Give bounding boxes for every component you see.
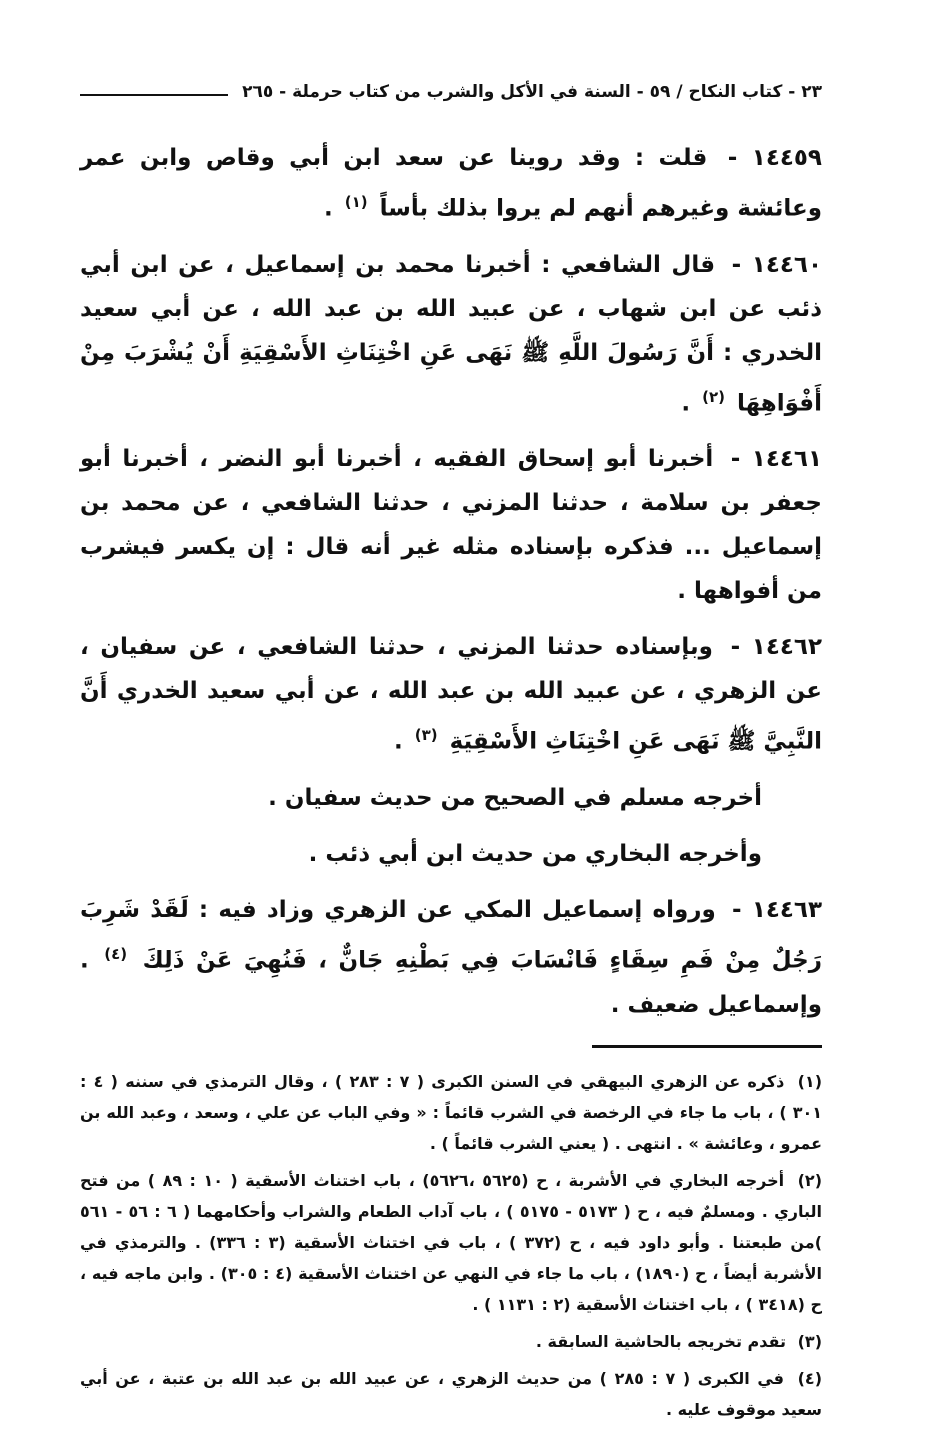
hadith-paragraph [80, 243, 822, 426]
hadith-text: أخبرنا أبو إسحاق الفقيه ، أخبرنا أبو النضر ، أخبرنا أبو جعفر بن سلامة ، حدثنا المزني ، حدثنا الشافعي ، عن محمد بن إسماعيل ... فذكره بإسناده مثله غير أنه قال : إن يكسر فيشرب من أفواهها . [80, 446, 822, 605]
footnote-ref[interactable]: (٣) [414, 726, 438, 745]
commentary-text: أخرجه مسلم في الصحيح من حديث سفيان . [268, 784, 762, 811]
hadith-text: ورواه إسماعيل المكي عن الزهري وزاد فيه : لَقَدْ شَرِبَ رَجُلٌ مِنْ فَمِ سِقَاءٍ فَانْسَابَ فِي بَطْنِهِ جَانٌّ ، فَنُهِيَ عَنْ ذَلِكَ [80, 896, 822, 974]
hadith-number: ١٤٤٦٠ - [731, 251, 822, 278]
footnote [80, 1066, 822, 1159]
hadith-tail: . وإسماعيل ضعيف . [80, 947, 822, 1018]
hadith-paragraph [80, 437, 822, 613]
hadith-tail: . [323, 195, 333, 222]
hadith-text: قلت : وقد روينا عن سعد ابن أبي وقاص وابن عمر وعائشة وغيرهم أنهم لم يروا بذلك بأساً [80, 145, 822, 222]
hadith-paragraph [80, 625, 822, 764]
footnote-label: (٣) [797, 1331, 822, 1351]
hadith-paragraph [80, 888, 822, 1027]
hadith-tail: . [681, 390, 691, 417]
hadith-number: ١٤٤٥٩ - [727, 145, 822, 171]
hadith-number: ١٤٤٦١ - [730, 446, 822, 473]
footnote [80, 1326, 822, 1357]
book-page [80, 70, 822, 1431]
footnote-ref[interactable]: (١) [344, 193, 368, 211]
footnote-text: ذكره عن الزهري البيهقي في السنن الكبرى ( ٧ : ٢٨٣ ) ، وقال الترمذي في سننه ( ٤ : ٣٠١ ) ، باب ما جاء في الرخصة في الشرب قائماً : « وفي الباب عن علي ، وسعد ، وعبد الله بن عمرو ، وعائشة » . انتهى . ( يعني الشرب قائماً ) . [80, 1071, 822, 1153]
footnote-label: (١) [797, 1071, 822, 1091]
commentary-paragraph [80, 832, 822, 876]
running-header [80, 70, 822, 114]
footnote-label: (٤) [797, 1368, 822, 1388]
commentary-text: وأخرجه البخاري من حديث ابن أبي ذئب . [308, 840, 762, 867]
footnote-text: في الكبرى ( ٧ : ٢٨٥ ) من حديث الزهري ، عن عبيد الله بن عبد الله بن عتبة ، عن أبي سعيد موقوف عليه . [80, 1368, 822, 1419]
main-text [80, 136, 822, 1027]
footnotes [80, 1066, 822, 1425]
footnote [80, 1165, 822, 1320]
footnote-ref[interactable]: (٢) [702, 387, 725, 406]
running-header-text: ٢٣ - كتاب النكاح / ٥٩ - السنة في الأكل والشرب من كتاب حرملة - ٢٦٥ [242, 82, 822, 102]
footnote-label: (٢) [797, 1170, 822, 1190]
footnote-text: أخرجه البخاري في الأشربة ، ح (٥٦٢٥ ،٥٦٢٦) ، باب اختناث الأسقية ( ١٠ : ٨٩ ) من فتح الباري . ومسلمٌ فيه ، ح ( ٥١٧٣ - ٥١٧٥ ) ، باب آداب الطعام والشراب وأحكامهما ( ٦ : ٥٦ - ٥٦١ )من طبعتنا . وأبو داود فيه ، ح (٣٧٢ ) ، باب في اختناث الأسقية (٣ : ٣٣٦) . والترمذي في الأشربة أيضاً ، ح (١٨٩٠) ، باب ما جاء في النهي عن اختناث الأسقية (٤ : ٣٠٥) . وابن ماجه فيه ، ح (٣٤١٨ ) ، باب اختناث الأسقية (٢ : ١١٣١ ) . [80, 1170, 823, 1314]
hadith-tail: . [393, 728, 403, 755]
hadith-text: وبإسناده حدثنا المزني ، حدثنا الشافعي ، عن سفيان ، عن الزهري ، عن عبيد الله بن عبد الله ، عن أبي سعيد الخدري أَنَّ النَّبِيَّ ﷺ نَهَى عَنِ اخْتِنَاثِ الأَسْقِيَةِ [80, 634, 822, 755]
footnote-text: تقدم تخريجه بالحاشية السابقة . [535, 1331, 787, 1351]
hadith-number: ١٤٤٦٣ - [732, 896, 823, 923]
footnote [80, 1363, 822, 1425]
commentary-paragraph [80, 776, 822, 820]
footnote-ref[interactable]: (٤) [104, 944, 128, 963]
header-rule [80, 94, 228, 96]
hadith-number: ١٤٤٦٢ - [730, 634, 822, 661]
hadith-paragraph [80, 136, 822, 231]
footnote-separator [592, 1045, 822, 1048]
hadith-text: قال الشافعي : أخبرنا محمد بن إسماعيل ، عن ابن أبي ذئب عن ابن شهاب ، عن عبيد الله بن عبد الله ، عن أبي سعيد الخدري : أَنَّ رَسُولَ اللَّهِ ﷺ نَهَى عَنِ اخْتِنَاثِ الأَسْقِيَةِ أَنْ يُشْرَبَ مِنْ أَفْوَاهِهَا [80, 251, 822, 417]
